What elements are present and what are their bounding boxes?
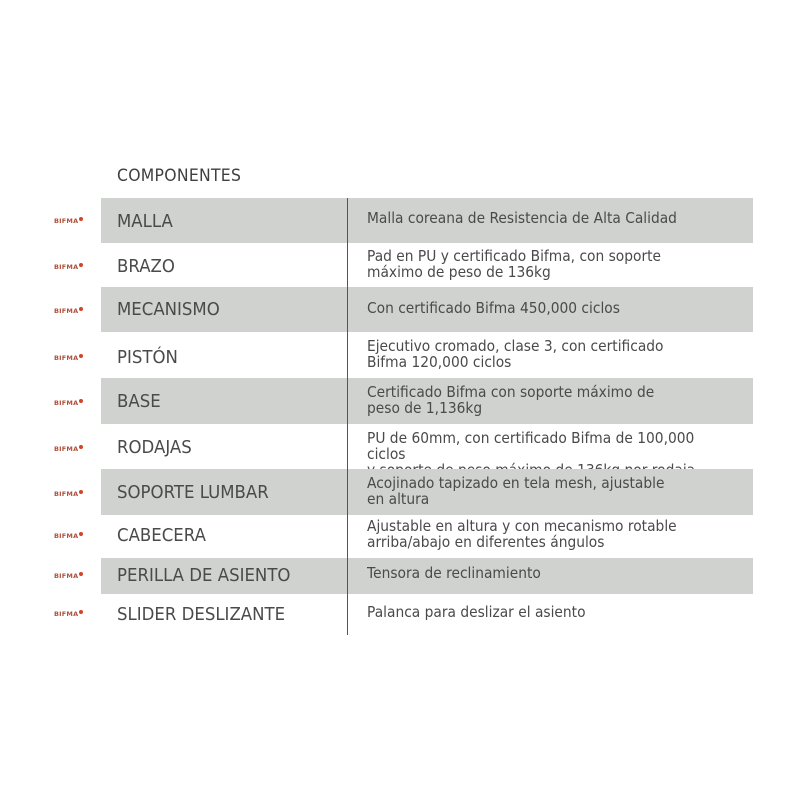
bifma-mark-icon [79, 307, 83, 311]
bifma-logo [54, 398, 88, 408]
component-description: Con certificado Bifma 450,000 ciclos [367, 299, 620, 317]
table-row [0, 198, 800, 243]
component-description: Palanca para deslizar el asiento [367, 603, 586, 621]
bifma-logo-text: BIFMA [54, 610, 79, 618]
component-description: PU de 60mm, con certificado Bifma de 100,000 ciclos [367, 429, 695, 463]
component-name: BASE [117, 391, 161, 412]
table-row [0, 243, 800, 287]
bifma-logo [54, 262, 88, 272]
bifma-logo [54, 216, 88, 226]
component-name: BRAZO [117, 256, 175, 277]
bifma-logo-text: BIFMA [54, 445, 79, 453]
bifma-logo-text: BIFMA [54, 572, 79, 580]
component-name: CABECERA [117, 525, 206, 546]
component-name: RODAJAS [117, 437, 192, 458]
bifma-logo [54, 489, 88, 499]
bifma-logo-text: BIFMA [54, 399, 79, 407]
bifma-mark-icon [79, 532, 83, 536]
bifma-logo [54, 353, 88, 363]
bifma-logo [54, 531, 88, 541]
table-row [0, 287, 800, 332]
bifma-mark-icon [79, 572, 83, 576]
table-row [0, 378, 800, 424]
table-row [0, 515, 800, 558]
component-name: SLIDER DESLIZANTE [117, 604, 286, 625]
bifma-mark-icon [79, 399, 83, 403]
component-name: PISTÓN [117, 347, 178, 368]
component-name: MALLA [117, 211, 173, 232]
bifma-logo-text: BIFMA [54, 263, 79, 271]
component-description: Acojinado tapizado en tela mesh, ajustable en altura [367, 474, 665, 508]
bifma-logo [54, 306, 88, 316]
bifma-logo-text: BIFMA [54, 532, 79, 540]
bifma-mark-icon [79, 490, 83, 494]
bifma-mark-icon [79, 354, 83, 358]
component-description: Pad en PU y certificado Bifma, con soporte máximo de peso de 136kg [367, 247, 662, 281]
component-description: Tensora de reclinamiento [367, 564, 541, 582]
component-description: Malla coreana de Resistencia de Alta Calidad [367, 209, 677, 227]
table-row [0, 558, 800, 594]
bifma-logo-text: BIFMA [54, 354, 79, 362]
bifma-mark-icon [79, 263, 83, 267]
bifma-logo [54, 571, 88, 581]
component-description: Certificado Bifma con soporte máximo de peso de 1,136kg [367, 383, 655, 417]
bifma-mark-icon [79, 445, 83, 449]
component-description: Ejecutivo cromado, clase 3, con certificado Bifma 120,000 ciclos [367, 337, 664, 371]
bifma-logo [54, 609, 88, 619]
bifma-logo [54, 444, 88, 454]
page-title: COMPONENTES [117, 166, 242, 186]
table-row [0, 332, 800, 378]
component-name: SOPORTE LUMBAR [117, 482, 269, 503]
table-row [0, 424, 800, 469]
bifma-logo-text: BIFMA [54, 217, 79, 225]
bifma-logo-text: BIFMA [54, 490, 79, 498]
component-name: MECANISMO [117, 299, 220, 320]
bifma-mark-icon [79, 217, 83, 221]
bifma-mark-icon [79, 610, 83, 614]
table-row [0, 469, 800, 515]
bifma-logo-text: BIFMA [54, 307, 79, 315]
table-row [0, 594, 800, 635]
column-divider [347, 198, 348, 635]
component-description: Ajustable en altura y con mecanismo rotable arriba/abajo en diferentes ángulos [367, 517, 677, 551]
component-name: PERILLA DE ASIENTO [117, 565, 291, 586]
